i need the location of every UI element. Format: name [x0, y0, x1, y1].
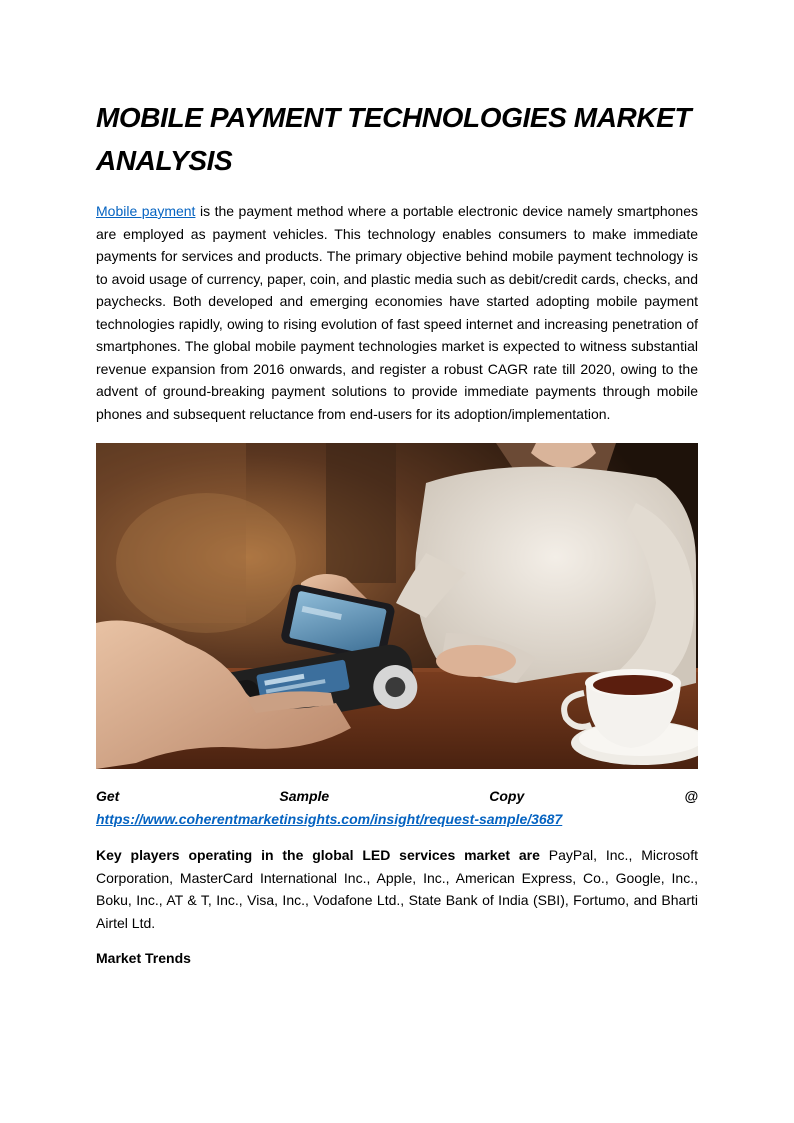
document-body: [96, 96, 698, 970]
sample-copy-line: [96, 785, 698, 830]
intro-paragraph: [96, 200, 698, 425]
sample-copy-link[interactable]: https://www.coherentmarketinsights.com/insight/request-sample/3687: [96, 810, 563, 827]
mobile-payment-photo: [96, 443, 698, 769]
mobile-payment-link[interactable]: Mobile payment: [96, 203, 196, 219]
page-title: MOBILE PAYMENT TECHNOLOGIES MARKET ANALYSIS: [96, 102, 692, 176]
intro-text: is the payment method where a portable electronic device namely smartphones are employed as payment vehicles. This technology enables consumers to make immediate payments for services and products. The primary objective behind mobile payment technology is to avoid usage of currency, paper, coin, and plastic media such as debit/credit cards, checks, and paychecks. Both developed and emerging economies have started adopting mobile payment technologies rapidly, owing to rising evolution of fast speed internet and increasing penetration of smartphones. The global mobile payment technologies market is expected to witness substantial revenue expansion from 2016 onwards, and register a robust CAGR rate till 2020, owing to the advent of ground-breaking payment solutions to provide immediate payments through mobile phones and subsequent reluctance from end-users for its adoption/implementation.: [96, 203, 698, 422]
market-trends-heading: Market Trends: [96, 950, 191, 966]
sample-copy-label: Get Sample Copy @: [96, 788, 698, 804]
key-players-lead: Key players operating in the global LED services market are: [96, 847, 540, 863]
key-players-list: PayPal, Inc., Microsoft Corporation, MasterCard International Inc., Apple, Inc., American Express, Co., Google, Inc., Boku, Inc., AT & T, Inc., Visa, Inc., Vodafone Ltd., State Bank of India (SBI), Fortumo, and Bharti Airtel Ltd.: [96, 847, 698, 931]
key-players-paragraph: [96, 844, 698, 934]
